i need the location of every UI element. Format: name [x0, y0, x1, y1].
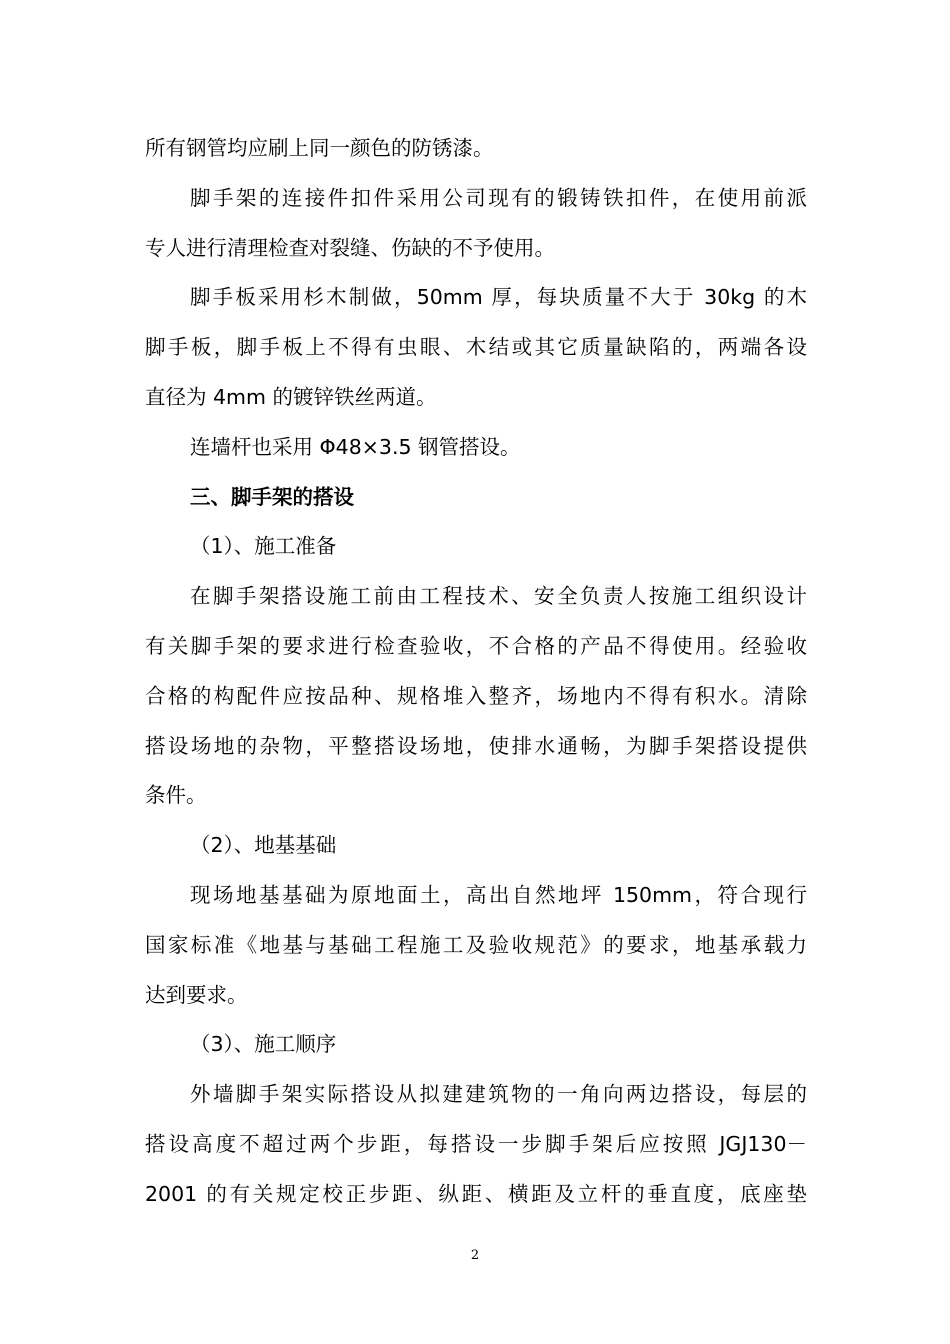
text-line: 脚手板，脚手板上不得有虫眼、木结或其它质量缺陷的，两端各设 — [145, 335, 807, 360]
text-line: 条件。 — [145, 783, 207, 808]
text-line: 搭设高度不超过两个步距，每搭设一步脚手架后应按照 JGJ130－ — [145, 1131, 807, 1156]
text-line: 达到要求。 — [145, 982, 248, 1007]
text-line: 连墙杆也采用 Φ48×3.5 钢管搭设。 — [190, 434, 521, 459]
text-line: 合格的构配件应按品种、规格堆入整齐，场地内不得有积水。清除 — [145, 683, 807, 708]
subsection-heading: （2）、地基基础 — [190, 833, 337, 858]
text-line: 外墙脚手架实际搭设从拟建建筑物的一角向两边搭设，每层的 — [190, 1082, 807, 1107]
text-line: 脚手架的连接件扣件采用公司现有的锻铸铁扣件，在使用前派 — [190, 185, 807, 210]
text-line: 现场地基基础为原地面土，高出自然地坪 150mm，符合现行 — [190, 882, 807, 907]
text-line: 脚手板采用杉木制做，50mm 厚，每块质量不大于 30kg 的木 — [190, 285, 807, 310]
text-line: 专人进行清理检查对裂缝、伤缺的不予使用。 — [145, 235, 555, 260]
subsection-heading: （1）、施工准备 — [190, 534, 337, 559]
text-line: 2001 的有关规定校正步距、纵距、横距及立杆的垂直度，底座垫 — [145, 1181, 807, 1206]
text-line: 在脚手架搭设施工前由工程技术、安全负责人按施工组织设计 — [190, 584, 807, 609]
subsection-heading: （3）、施工顺序 — [190, 1032, 337, 1057]
page-number: 2 — [470, 1248, 480, 1263]
text-line: 国家标准《地基与基础工程施工及验收规范》的要求，地基承载力 — [145, 932, 807, 957]
text-line: 直径为 4mm 的镀锌铁丝两道。 — [145, 384, 437, 409]
document-body — [145, 124, 807, 1220]
text-line: 有关脚手架的要求进行检查验收，不合格的产品不得使用。经验收 — [145, 633, 807, 658]
section-heading: 三、脚手架的搭设 — [190, 484, 354, 509]
text-line: 所有钢管均应刷上同一颜色的防锈漆。 — [145, 136, 494, 160]
text-line: 搭设场地的杂物，平整搭设场地，使排水通畅，为脚手架搭设提供 — [145, 733, 807, 758]
